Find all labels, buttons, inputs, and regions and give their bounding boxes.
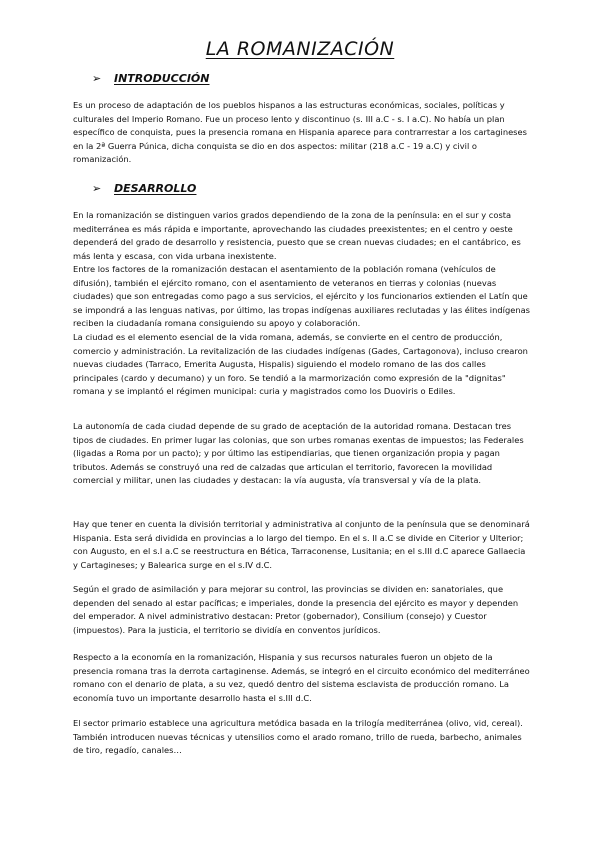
intro-heading-text: INTRODUCCIÓN bbox=[114, 72, 210, 85]
document-title: LA ROMANIZACIÓN bbox=[205, 38, 395, 60]
paragraph-sector-primario: El sector primario establece una agricultura metódica basada en la trilogía mediterránea (olivo, vid, cereal). También introducen nuevas técnicas y utensilios como el arado romano, trillo de rueda, barbecho, animales de tiro, regadío, canales… bbox=[73, 718, 523, 756]
bullet-arrow-icon: ➢ bbox=[92, 182, 102, 195]
desarrollo-heading-text: DESARROLLO bbox=[114, 182, 197, 195]
paragraph-factores: Entre los factores de la romanización destacan el asentamiento de la población romana (vehículos de difusión), también el ejército romano, con el asentamiento de veteranos en tierras y colonias (nuevas ciudades) que son entregadas como pago a sus servicios, el ejército y los funcionarios extienden el Latín que se impondrá a las lenguas nativas, por último, las tropas indígenas auxiliares reclutadas y las élites indígenas reciben la ciudadanía romana consiguiendo su apoyo y colaboración. bbox=[73, 264, 530, 329]
paragraph-economia: Respecto a la economía en la romanización, Hispania y sus recursos naturales fueron un objeto de la presencia romana tras la derrota cartaginense. Además, se integró en el circuito económico del mediterráneo romano con el denario de plata, a su vez, quedó dentro del sistema esclavista de producción romano. La economía tuvo un importante desarrollo hasta el s.III d.C. bbox=[73, 652, 530, 703]
paragraph-autonomia: La autonomía de cada ciudad depende de su grado de aceptación de la autoridad romana. Destacan tres tipos de ciudades. En primer lugar las colonias, que son urbes romanas exentas de impuestos; las Federales (ligadas a Roma por un pacto); y por último las estipendiarias, que tienen organización propia y pagan tributos. Además se construyó una red de calzadas que articulan el territorio, favorecen la movilidad comercial y militar, unen las ciudades y destacan: la vía augusta, vía transversal y vía de la plata. bbox=[73, 421, 524, 486]
paragraph-provincias: Según el grado de asimilación y para mejorar su control, las provincias se dividen en: sanatoriales, que dependen del senado al estar pacíficas; e imperiales, donde la presencia del ejército es mayor y dependen del emperador. A nivel administrativo destacan: Pretor (gobernador), Consilium (consejo) y Cuestor (impuestos). Para la justicia, el territorio se dividía en conventos jurídicos. bbox=[73, 584, 519, 635]
intro-heading bbox=[92, 72, 209, 85]
intro-paragraph: Es un proceso de adaptación de los pueblos hispanos a las estructuras económicas, sociales, políticas y culturales del Imperio Romano. Fue un proceso lento y discontinuo (s. III a.C - s. I a.C). No había un plan específico de conquista, pues la presencia romana en Hispania aparece para contrarrestar a los cartagineses en la 2ª Guerra Púnica, dicha conquista se dio en dos aspectos: militar (218 a.C - 19 a.C) y civil o romanización. bbox=[73, 100, 527, 165]
paragraph-division: Hay que tener en cuenta la división territorial y administrativa al conjunto de la península que se denominará Hispania. Esta será dividida en provincias a lo largo del tiempo. En el s. II a.C se divide en Citerior y Ulterior; con Augusto, en el s.I a.C se reestructura en Bética, Tarraconense, Lusitania; en el s.III d.C aparece Gallaecia y Cartagineses; y Balearica surge en el s.IV d.C. bbox=[73, 519, 530, 570]
paragraph-grados: En la romanización se distinguen varios grados dependiendo de la zona de la península: en el sur y costa mediterránea es más rápida e importante, aprovechando las ciudades preexistentes; en el centro y oeste dependerá del grado de desarrollo y resistencia, puesto que se crean nuevas ciudades; en el cantábrico, es más lenta y escasa, con vida urbana inexistente. bbox=[73, 210, 521, 261]
desarrollo-heading bbox=[92, 182, 196, 195]
bullet-arrow-icon: ➢ bbox=[92, 72, 102, 85]
paragraph-ciudad: La ciudad es el elemento esencial de la vida romana, además, se convierte en el centro de producción, comercio y administración. La revitalización de las ciudades indígenas (Gades, Cartagonova), incluso crearon nuevas ciudades (Tarraco, Emerita Augusta, Hispalis) siguiendo el modelo romano de las dos calles principales (cardo y decumano) y un foro. Se tendió a la marmorización como expresión de la "dignitas" romana y se implantó el régimen municipal: curia y magistrados como los Duoviris o Ediles. bbox=[73, 332, 528, 397]
